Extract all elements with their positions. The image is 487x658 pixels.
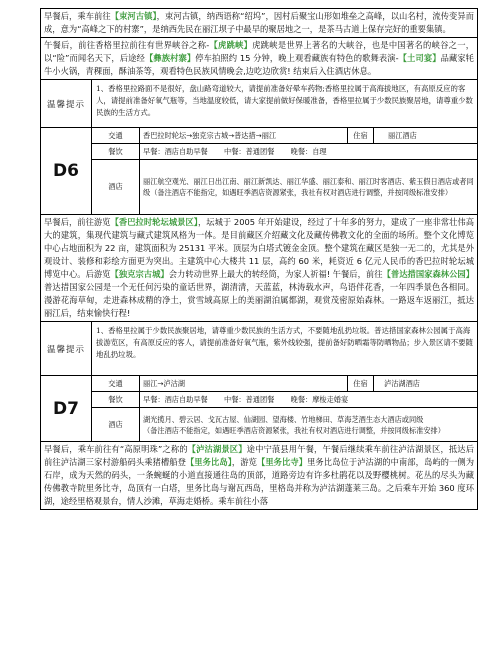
highlight-place-name: 【里务比岛】	[185, 457, 232, 467]
highlight-place-name: 【独克宗古城】	[110, 269, 169, 279]
tips-text-2: 1、香格里拉属于少数民族聚居地，请尊重少数民族的生活方式，不要随地乱扔垃圾。普达措国家森林公园属于高海拔游览区，有高原反应的客人，请提前准备好氧气瓶，紫外线较强，提前备好防晒霜等防晒物品；步入景区请不要随地乱扔垃圾。	[92, 322, 478, 376]
highlight-place-name: 【束河古镇】	[110, 11, 157, 21]
hotel-list-d6	[140, 160, 478, 215]
paragraph-text: 虎跳峡是世界上著名的大峡谷，也是中国著名的峡谷之一，以“险”而闻名天下，后途经	[44, 40, 475, 63]
highlight-place-name: 【土司宴】	[398, 53, 441, 63]
paragraph-text: ，坛城于 2005 年开始建设，经过了十年多的努力，建成了一座非常壮伟高大的建筑，集现代建筑与藏式建筑风格为一体。是目前藏区介绍藏文化及藏传佛教文化的全面的场所。整个文化博览中心占地面积为 22 亩，建筑面积为 25131 平米。顶层为白塔式镀金金顶。整个建筑在藏区是独一无二的，尤其是外观设计、装修和彩绘方面更为突出。主建筑中心大楼共 11 层，高约 60 米，耗资近 6 亿元人民币的香巴拉时轮坛城博览中心。后游览	[44, 217, 475, 279]
stay-label-d7: 住宿	[348, 376, 374, 392]
tips-text-1: 1、香格里拉路面不是很好，盘山路弯道较大，请提前准备好晕车药物;香格里拉属于高海拔地区，有高原反应的客人，请提前准备好氧气瓶等，当地温度较低，请大家提前做好保暖准备，香格里拉属于少数民族聚居地，请尊重少数民族的生活方式。	[92, 80, 478, 128]
hotel-note-d7: （备注酒店不能指定，如遇旺季酒店资源紧张，我社有权对酒店进行调整，并按同级标准安排）	[143, 425, 445, 435]
day5-morning-paragraph	[41, 9, 478, 38]
stay-value-d6: 丽江酒店	[374, 128, 478, 144]
tips-label-2: 温馨提示	[41, 322, 92, 376]
hotel-line-d6: 丽江航空观光、丽江日出江南、丽江新凯达、丽江华盛、丽江泰和、丽江时客酒店、紫玉假日酒店或者同级（备注酒店不能指定，如遇旺季酒店资源紧张，我社有权对酒店进行调整，并按同级标准安排）	[143, 177, 474, 197]
tips-label-1: 温馨提示	[41, 80, 92, 128]
paragraph-text: ，游览	[231, 457, 257, 467]
paragraph-text: 里务比岛位于泸沽湖的中南部，岛屿的一侧为石岸，成为天然的码头，一条蜿蜒的小道直接通往岛的顶部，道路旁边有许多杜鹃花以及野樱桃树。花丛的尽头为藏传佛教寺院里务比寺，岛顶有一白塔，里务比岛与谢瓦西岛，里格岛并称为泸沽湖蓬莱三岛。之后乘车开始 360 度环湖，途经里格观景台，情人沙滩，草海走婚桥。乘车前往小落	[44, 457, 475, 506]
paragraph-text: 午餐后，前往香格里拉前往有世界峡谷之称-	[44, 40, 210, 50]
hotel-list-d7	[140, 408, 478, 442]
day-label-d7: D7	[41, 376, 92, 442]
transport-label-d6: 交通	[92, 128, 140, 144]
breakfast-d6: 早餐：酒店自助早餐	[143, 147, 208, 156]
paragraph-text: 普达措国家公园是一个无任何污染的童话世界，湖清清，天蓝蓝，林涛载水声，鸟语伴花香，一年四季景色各相同。漫游花海草甸，走进森林成精的净土，赏雪域高原上的美丽湖泊属都湖，观赏茂密原始森林。一路返车返丽江，抵达丽江后，结束愉快行程!	[44, 282, 475, 318]
paragraph-text: 途中宁蒗县用午餐，午餐后继续乘车前往泸沽湖景区，抵达后前往泸沽湖三家村游船码头乘猪槽船登	[44, 444, 475, 467]
stay-label-d6: 住宿	[348, 128, 374, 144]
hotel-label-d6: 酒店	[92, 160, 140, 215]
meals-d7	[140, 392, 478, 408]
hotel-line-d7: 湖光揽月、碧云居、戈瓦古屋、仙湖园、望海楼、竹地梯田、草海芝酒生态大酒店或同级	[143, 414, 424, 424]
transport-value-d7: 丽江→泸沽湖	[140, 376, 348, 392]
day-label-d6: D6	[41, 128, 92, 215]
day5-afternoon-paragraph	[41, 38, 478, 80]
day6-paragraph	[41, 215, 478, 322]
paragraph-text: 停车拍照约 15 分钟，晚上观看藏族有特色的歌舞表演-	[195, 53, 399, 63]
breakfast-d7: 早餐：酒店自助早餐	[143, 395, 208, 404]
paragraph-text: 早餐后，乘车前往有“高原明珠”之称的	[44, 444, 188, 454]
paragraph-text: ，束河古镇，纳西语称“绍坞”，因村后聚宝山形如堆垒之高峰，以山名村，流传变异而成，意为“高峰之下的村寨”，是纳西先民在丽江坝子中最早的聚居地之一，是茶马古道上保存完好的重要集镇。	[44, 11, 475, 34]
transport-label-d7: 交通	[92, 376, 140, 392]
hotel-label-d7: 酒店	[92, 408, 140, 442]
highlight-place-name: 【里务比寺】	[256, 457, 308, 467]
highlight-place-name: 【虎跳峡】	[209, 40, 253, 50]
meal-label-d6: 餐饮	[92, 144, 140, 160]
highlight-place-name: 【香巴拉时轮坛城景区】	[110, 217, 198, 227]
paragraph-text: 会力转动世界上最大的转经筒，为家人祈福! 午餐后，前往	[168, 269, 383, 279]
day7-paragraph	[41, 442, 478, 510]
lunch-d7: 中餐：普通团餐	[224, 395, 275, 404]
transport-value-d6: 香巴拉时轮坛→独克宗古城→普达措→丽江	[140, 128, 348, 144]
dinner-d7: 晚餐：摩梭走婚宴	[290, 395, 349, 404]
lunch-d6: 中餐：普通团餐	[224, 147, 275, 156]
highlight-place-name: 【彝族村寨】	[144, 53, 196, 63]
paragraph-text: 品藏家牦牛小火锅，青稞面，酥油茶等，观看特色民族风情晚会,边吃边欣赏! 结束后入住酒店休息。	[44, 53, 475, 76]
highlight-place-name: 【普达措国家森林公园】	[382, 269, 475, 279]
meal-label-d7: 餐饮	[92, 392, 140, 408]
highlight-place-name: 【泸沽湖景区】	[187, 444, 247, 454]
itinerary-table	[40, 8, 478, 510]
dinner-d6: 晚餐：自理	[290, 147, 327, 156]
stay-value-d7: 泸沽湖酒店	[374, 376, 478, 392]
paragraph-text: 早餐后，乘车前往	[44, 11, 111, 21]
meals-d6	[140, 144, 478, 160]
paragraph-text: 早餐后，前往游览	[44, 217, 111, 227]
